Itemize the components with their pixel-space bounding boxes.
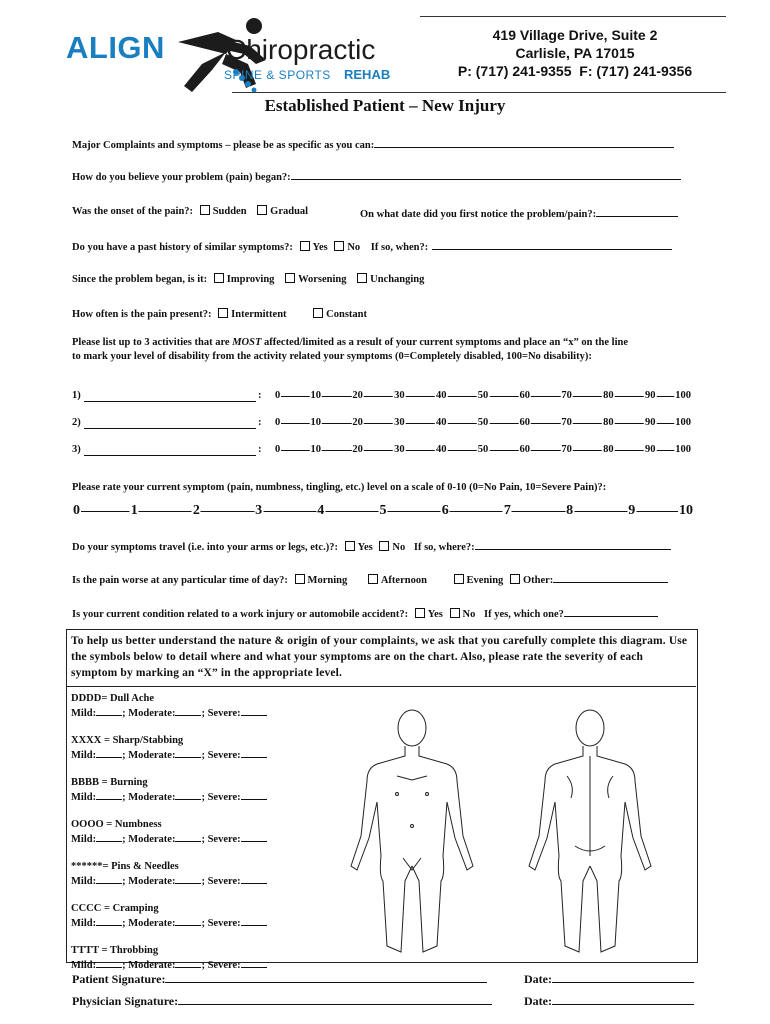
severity-mild-input[interactable] xyxy=(96,705,122,716)
constant-checkbox[interactable] xyxy=(313,308,323,318)
work-injury-label: Is your current condition related to a work injury or automobile accident?: xyxy=(72,609,409,620)
activities-intro-pre: Please list up to 3 activities that are xyxy=(72,337,233,348)
afternoon-checkbox[interactable] xyxy=(368,574,378,584)
if-so-when-label: If so, when?: xyxy=(370,242,429,253)
severity-mild-label: Mild: xyxy=(71,960,97,971)
pain-scale-label: 5 xyxy=(379,503,387,518)
logo-word: ALIGN xyxy=(66,30,165,65)
physician-date-label: Date: xyxy=(524,994,552,1008)
rate-question: Please rate your current symptom (pain, numbness, tingling, etc.) level on a scale of 0-10 (0=No Pain, 10=Severe Pain)?: xyxy=(72,482,607,493)
scale-tick-label: 70 xyxy=(561,390,572,401)
intermittent-label: Intermittent xyxy=(231,309,287,320)
scale-tick-label: 100 xyxy=(675,390,691,401)
other-label: Other: xyxy=(522,575,554,586)
symptom-diagram-box xyxy=(66,629,698,971)
legend-symbol: CCCC = Cramping xyxy=(71,903,159,914)
activities-intro-line-2: to mark your level of disability from the activity related your symptoms (0=Completely disabled, 100=No disability): xyxy=(72,351,592,362)
history-when-input[interactable] xyxy=(432,238,672,250)
severity-severe-label: ; Severe: xyxy=(201,960,241,971)
severity-row xyxy=(71,789,321,804)
legend-symbol: BBBB = Burning xyxy=(71,777,148,788)
travel-yes-label: Yes xyxy=(357,542,373,553)
severity-moderate-label: ; Moderate: xyxy=(122,918,176,929)
physician-signature-row xyxy=(72,992,492,1009)
severity-mild-label: Mild: xyxy=(71,750,97,761)
began-input[interactable] xyxy=(291,168,681,180)
scale-tick-label: 0 xyxy=(275,444,281,455)
evening-checkbox[interactable] xyxy=(454,574,464,584)
severity-moderate-input[interactable] xyxy=(175,957,201,968)
severity-severe-label: ; Severe: xyxy=(201,750,241,761)
severity-severe-input[interactable] xyxy=(241,747,267,758)
history-no-label: No xyxy=(347,242,361,253)
severity-severe-label: ; Severe: xyxy=(201,792,241,803)
scale-tick-label: 50 xyxy=(477,417,489,428)
severity-mild-input[interactable] xyxy=(96,915,122,926)
pain-scale-label: 7 xyxy=(503,503,511,518)
pain-scale-label: 4 xyxy=(317,503,325,518)
scale-tick-label: 90 xyxy=(644,390,656,401)
other-checkbox[interactable] xyxy=(510,574,520,584)
legend-symbol: TTTT = Throbbing xyxy=(71,945,159,956)
scale-tick-label: 10 xyxy=(310,390,322,401)
severity-moderate-label: ; Moderate: xyxy=(122,708,176,719)
work-yes-checkbox[interactable] xyxy=(415,608,425,618)
address-line-2: Carlisle, PA 17015 xyxy=(515,45,635,61)
gradual-checkbox[interactable] xyxy=(257,205,267,215)
scale-tick-label: 50 xyxy=(477,444,489,455)
severity-mild-input[interactable] xyxy=(96,831,122,842)
travel-no-label: No xyxy=(392,542,406,553)
activities-intro-post: affected/limited as a result of your current symptoms and place an “x” on the line xyxy=(261,337,628,348)
scale-tick-label: 60 xyxy=(519,444,531,455)
first-notice-label: On what date did you first notice the problem/pain?: xyxy=(360,209,597,220)
work-yes-label: Yes xyxy=(427,609,443,620)
body-back-diagram[interactable] xyxy=(515,706,665,961)
severity-moderate-label: ; Moderate: xyxy=(122,792,176,803)
severity-severe-label: ; Severe: xyxy=(201,834,241,845)
since-question xyxy=(72,273,424,285)
severity-moderate-label: ; Moderate: xyxy=(122,960,176,971)
activity-number: 2) xyxy=(72,417,81,428)
scale-tick-label: 10 xyxy=(310,417,322,428)
diagram-intro: To help us better understand the nature & origin of your complaints, we ask that you carefully complete this diagram. Use the symbols below to detail where and what your symptoms are on the chart. Also, please rate the severity of each symptom by marking an “X” in the appropriate level. xyxy=(71,635,688,679)
patient-date-label: Date: xyxy=(524,972,552,986)
physician-date-row xyxy=(524,992,694,1009)
patient-date-input[interactable] xyxy=(552,970,694,983)
work-which-input[interactable] xyxy=(564,605,658,617)
physician-date-input[interactable] xyxy=(552,992,694,1005)
activities-intro xyxy=(72,336,628,364)
pain-scale-label: 10 xyxy=(679,503,693,518)
travel-label: Do your symptoms travel (i.e. into your arms or legs, etc.)?: xyxy=(72,542,338,553)
severity-row xyxy=(71,747,321,762)
improving-label: Improving xyxy=(226,274,275,285)
severity-severe-input[interactable] xyxy=(241,831,267,842)
scale-tick-label: 20 xyxy=(352,390,363,401)
severity-moderate-label: ; Moderate: xyxy=(122,750,176,761)
severity-severe-input[interactable] xyxy=(241,789,267,800)
clinic-address xyxy=(430,26,720,80)
if-so-where-label: If so, where?: xyxy=(413,542,475,553)
severity-severe-label: ; Severe: xyxy=(201,708,241,719)
legend-item xyxy=(71,944,321,972)
complaints-label: Major Complaints and symptoms – please be as specific as you can: xyxy=(72,140,375,151)
severity-mild-input[interactable] xyxy=(96,747,122,758)
worse-time-question xyxy=(72,571,668,586)
scale-tick-label: 60 xyxy=(519,417,531,428)
scale-tick-label: 100 xyxy=(675,417,691,428)
legend-symbol: DDDD= Dull Ache xyxy=(71,693,154,704)
since-label: Since the problem began, is it: xyxy=(72,274,208,285)
severity-moderate-label: ; Moderate: xyxy=(122,876,176,887)
clinic-logo xyxy=(66,14,416,94)
activity-number: 3) xyxy=(72,444,81,455)
scale-tick-label: 80 xyxy=(603,390,614,401)
activity-colon: : xyxy=(258,444,262,455)
history-label: Do you have a past history of similar symptoms?: xyxy=(72,242,293,253)
legend-symbol: ******= Pins & Needles xyxy=(71,861,179,872)
severity-moderate-label: ; Moderate: xyxy=(122,834,176,845)
scale-tick-label: 100 xyxy=(675,444,691,455)
morning-checkbox[interactable] xyxy=(295,574,305,584)
severity-row xyxy=(71,705,321,720)
severity-moderate-input[interactable] xyxy=(175,831,201,842)
onset-label: Was the onset of the pain?: xyxy=(72,206,194,217)
travel-yes-checkbox[interactable] xyxy=(345,541,355,551)
scale-tick-label: 50 xyxy=(477,390,489,401)
scale-tick-label: 80 xyxy=(603,444,614,455)
physician-signature-label: Physician Signature: xyxy=(72,994,179,1008)
symptom-legend xyxy=(71,692,321,986)
severity-severe-input[interactable] xyxy=(241,915,267,926)
legend-item xyxy=(71,902,321,930)
physician-signature-input[interactable] xyxy=(178,992,492,1005)
phone-line: P: (717) 241-9355 F: (717) 241-9356 xyxy=(457,63,693,79)
severity-mild-label: Mild: xyxy=(71,834,97,845)
severity-mild-label: Mild: xyxy=(71,792,97,803)
scale-tick-label: 70 xyxy=(561,417,572,428)
scale-tick-label: 80 xyxy=(603,417,614,428)
severity-mild-label: Mild: xyxy=(71,708,97,719)
complaints-input[interactable] xyxy=(374,136,674,148)
legend-symbol: XXXX = Sharp/Stabbing xyxy=(71,735,184,746)
legend-item xyxy=(71,734,321,762)
gradual-label: Gradual xyxy=(270,206,309,217)
scale-tick-label: 30 xyxy=(394,417,405,428)
activity-2-input[interactable] xyxy=(84,417,256,429)
activity-row-2 xyxy=(72,417,698,431)
activity-colon: : xyxy=(258,417,262,428)
activity-row-1 xyxy=(72,390,698,404)
legend-item xyxy=(71,776,321,804)
how-often-label: How often is the pain present?: xyxy=(72,309,212,320)
history-yes-label: Yes xyxy=(312,242,328,253)
history-no-checkbox[interactable] xyxy=(334,241,344,251)
work-no-label: No xyxy=(462,609,476,620)
scale-tick-label: 60 xyxy=(519,390,531,401)
unchanging-checkbox[interactable] xyxy=(357,273,367,283)
pain-scale-label: 6 xyxy=(441,503,449,518)
worsening-label: Worsening xyxy=(298,274,347,285)
severity-severe-label: ; Severe: xyxy=(201,918,241,929)
scale-tick-label: 0 xyxy=(275,390,281,401)
constant-label: Constant xyxy=(326,309,368,320)
scale-tick-label: 20 xyxy=(352,417,363,428)
travel-no-checkbox[interactable] xyxy=(379,541,389,551)
patient-signature-row xyxy=(72,970,487,987)
scale-tick-label: 30 xyxy=(394,390,405,401)
unchanging-label: Unchanging xyxy=(370,274,425,285)
legend-symbol: OOOO = Numbness xyxy=(71,819,162,830)
began-label: How do you believe your problem (pain) began?: xyxy=(72,172,291,183)
scale-tick-label: 40 xyxy=(435,417,447,428)
disability-scale[interactable] xyxy=(274,417,694,431)
travel-where-input[interactable] xyxy=(475,538,671,550)
activity-number: 1) xyxy=(72,390,81,401)
severity-mild-label: Mild: xyxy=(71,918,97,929)
scale-tick-label: 40 xyxy=(435,444,447,455)
scale-tick-label: 10 xyxy=(310,444,322,455)
severity-row xyxy=(71,831,321,846)
form-title: Established Patient – New Injury xyxy=(264,96,506,115)
disability-scale[interactable] xyxy=(274,444,694,458)
address-line-1: 419 Village Drive, Suite 2 xyxy=(492,27,658,43)
improving-checkbox[interactable] xyxy=(214,273,224,283)
history-question xyxy=(72,238,672,253)
activity-row-3 xyxy=(72,444,698,458)
scale-tick-label: 20 xyxy=(352,444,363,455)
work-no-checkbox[interactable] xyxy=(450,608,460,618)
pain-scale-label: 8 xyxy=(566,503,574,518)
scale-tick-label: 70 xyxy=(561,444,572,455)
worsening-checkbox[interactable] xyxy=(285,273,295,283)
activity-3-input[interactable] xyxy=(84,444,256,456)
pain-scale-label: 0 xyxy=(73,503,80,518)
patient-signature-label: Patient Signature: xyxy=(72,972,166,986)
severity-severe-input[interactable] xyxy=(241,705,267,716)
legend-item xyxy=(71,692,321,720)
onset-question xyxy=(72,205,308,217)
intermittent-checkbox[interactable] xyxy=(218,308,228,318)
severity-mild-input[interactable] xyxy=(96,789,122,800)
scale-tick-label: 40 xyxy=(435,390,447,401)
body-front-diagram[interactable] xyxy=(337,706,487,961)
severity-row xyxy=(71,915,321,930)
other-input[interactable] xyxy=(553,571,668,583)
logo-sub-left: SPINE & SPORTS xyxy=(224,68,331,82)
severity-moderate-input[interactable] xyxy=(175,873,201,884)
header-bottom-rule xyxy=(232,92,726,93)
travel-question xyxy=(72,538,671,553)
complaints-question xyxy=(72,136,674,151)
sudden-label: Sudden xyxy=(212,206,247,217)
scale-tick-label: 90 xyxy=(644,444,656,455)
severity-severe-label: ; Severe: xyxy=(201,876,241,887)
patient-signature-input[interactable] xyxy=(165,970,487,983)
logo-main: Chiropractic xyxy=(226,34,376,65)
pain-scale-label: 9 xyxy=(628,503,636,518)
how-often-question xyxy=(72,308,367,320)
severity-moderate-input[interactable] xyxy=(175,747,201,758)
work-injury-question xyxy=(72,605,658,620)
scale-tick-label: 0 xyxy=(275,417,281,428)
sudden-checkbox[interactable] xyxy=(200,205,210,215)
patient-date-row xyxy=(524,970,694,987)
pain-scale[interactable] xyxy=(72,503,696,521)
if-yes-which-label: If yes, which one? xyxy=(483,609,564,620)
afternoon-label: Afternoon xyxy=(380,575,427,586)
pain-scale-label: 2 xyxy=(192,503,200,518)
diagram-divider xyxy=(67,686,696,687)
scale-tick-label: 30 xyxy=(394,444,405,455)
legend-item xyxy=(71,860,321,888)
logo-sub-right: REHAB xyxy=(344,67,391,82)
scale-tick-label: 90 xyxy=(644,417,656,428)
severity-severe-input[interactable] xyxy=(241,873,267,884)
severity-row xyxy=(71,873,321,888)
severity-mild-input[interactable] xyxy=(96,873,122,884)
header-top-rule xyxy=(420,16,726,17)
evening-label: Evening xyxy=(466,575,504,586)
history-yes-checkbox[interactable] xyxy=(300,241,310,251)
severity-moderate-input[interactable] xyxy=(175,915,201,926)
severity-moderate-input[interactable] xyxy=(175,789,201,800)
legend-item xyxy=(71,818,321,846)
activities-intro-line-1 xyxy=(72,336,628,350)
pain-scale-label: 3 xyxy=(255,503,263,518)
first-notice-question xyxy=(360,205,678,220)
morning-label: Morning xyxy=(307,575,348,586)
severity-severe-input[interactable] xyxy=(241,957,267,968)
severity-mild-label: Mild: xyxy=(71,876,97,887)
worse-time-label: Is the pain worse at any particular time of day?: xyxy=(72,575,288,586)
activity-1-input[interactable] xyxy=(84,390,256,402)
severity-mild-input[interactable] xyxy=(96,957,122,968)
disability-scale[interactable] xyxy=(274,390,694,404)
activity-colon: : xyxy=(258,390,262,401)
severity-moderate-input[interactable] xyxy=(175,705,201,716)
pain-scale-label: 1 xyxy=(130,503,138,518)
began-question xyxy=(72,168,681,183)
activities-intro-emphasis: MOST xyxy=(232,337,262,348)
first-notice-input[interactable] xyxy=(596,205,678,217)
